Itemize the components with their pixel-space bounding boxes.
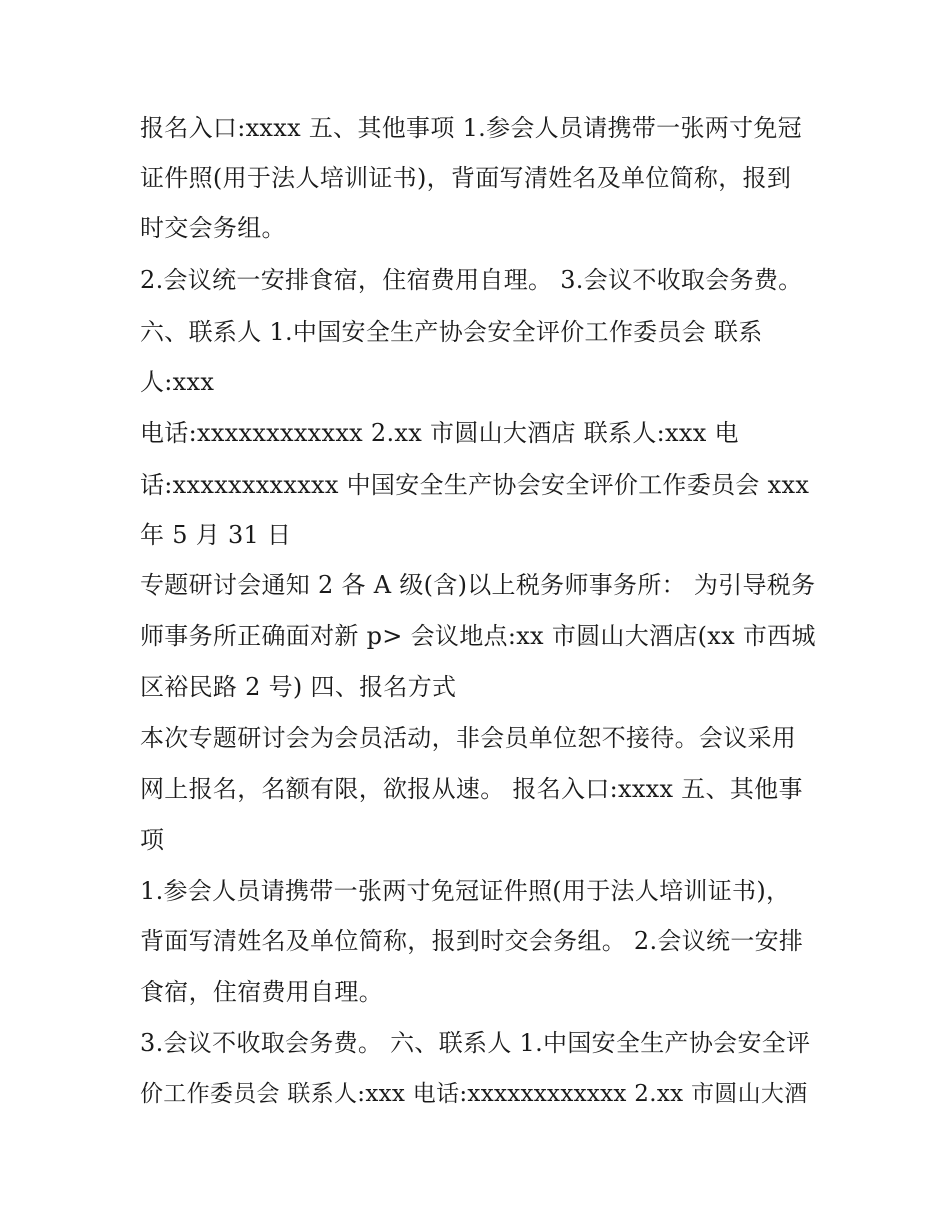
text-line-8: 话:xxxxxxxxxxxx 中国安全生产协会安全评价工作委员会 xxx — [140, 471, 810, 499]
text-line-4: 2.会议统一安排食宿，住宿费用自理。 3.会议不收取会务费。 — [140, 266, 803, 294]
text-line-17: 背面写清姓名及单位简称，报到时交会务组。 2.会议统一安排 — [140, 927, 804, 955]
text-line-7: 电话:xxxxxxxxxxxx 2.xx 市圆山大酒店 联系人:xxx 电 — [140, 419, 739, 447]
text-line-5: 六、联系人 1.中国安全生产协会安全评价工作委员会 联系 — [140, 318, 763, 346]
text-line-12: 区裕民路 2 号) 四、报名方式 — [140, 673, 457, 701]
text-line-11: 师事务所正确面对新 p> 会议地点:xx 市圆山大酒店(xx 市西城 — [140, 622, 816, 650]
text-line-1: 报名入口:xxxx 五、其他事项 1.参会人员请携带一张两寸免冠 — [140, 114, 802, 142]
text-line-15: 项 — [140, 826, 165, 854]
text-line-18: 食宿，住宿费用自理。 — [140, 978, 383, 1006]
text-line-3: 时交会务组。 — [140, 214, 286, 242]
text-line-6: 人:xxx — [140, 368, 215, 396]
text-line-16: 1.参会人员请携带一张两寸免冠证件照(用于法人培训证书)， — [140, 877, 791, 905]
text-line-9: 年 5 月 31 日 — [140, 521, 292, 549]
text-line-13: 本次专题研讨会为会员活动，非会员单位恕不接待。会议采用 — [140, 724, 797, 752]
text-line-2: 证件照(用于法人培训证书)，背面写清姓名及单位简称，报到 — [140, 164, 792, 192]
text-line-10: 专题研讨会通知 2 各 A 级(含)以上税务师事务所： 为引导税务 — [140, 571, 816, 599]
text-line-20: 价工作委员会 联系人:xxx 电话:xxxxxxxxxxxx 2.xx 市圆山大酒 — [140, 1081, 808, 1107]
text-line-14: 网上报名，名额有限，欲报从速。 报名入口:xxxx 五、其他事 — [140, 775, 803, 803]
text-line-19: 3.会议不收取会务费。 六、联系人 1.中国安全生产协会安全评 — [140, 1029, 811, 1057]
